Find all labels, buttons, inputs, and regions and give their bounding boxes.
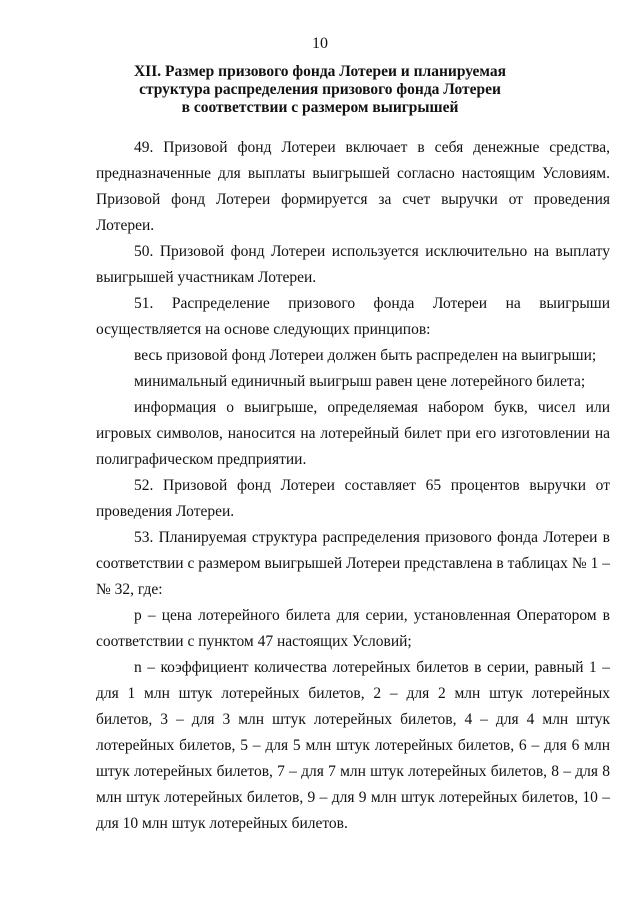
paragraph-53-definition-p: р – цена лотерейного билета для серии, установленная Оператором в соответствии с пунктом 47 настоящих Условий;	[96, 607, 610, 650]
paragraph-51-principle-3: информация о выигрыше, определяемая набором букв, чисел или игровых символов, наносится на лотерейный билет при его изготовлении на полиграфическом предприятии.	[96, 399, 610, 468]
paragraph-49: 49. Призовой фонд Лотереи включает в себя денежные средства, предназначенные для выплаты выигрышей согласно настоящим Условиям. Призовой фонд Лотереи формируется за счет выручки от проведения Лотереи.	[96, 139, 610, 234]
section-heading-line-2: структура распределения призового фонда Лотереи	[139, 81, 501, 98]
section-heading	[90, 63, 550, 117]
section-heading-line-3: в соответствии с размером выигрышей	[181, 99, 459, 116]
paragraph-51-principle-1: весь призовой фонд Лотереи должен быть распределен на выигрыши;	[134, 347, 597, 364]
document-body	[96, 135, 610, 837]
paragraph-52: 52. Призовой фонд Лотереи составляет 65 процентов выручки от проведения Лотереи.	[96, 477, 610, 520]
paragraph-53-definition-n: n – коэффициент количества лотерейных билетов в серии, равный 1 – для 1 млн штук лотерейных билетов, 2 – для 2 млн штук лотерейных билетов, 3 – для 3 млн штук лотерейных билетов, 4 – для 4 млн штук лотерейных билетов, 5 – для 5 млн штук лотерейных билетов, 6 – для 6 млн штук лотерейных билетов, 7 – для 7 млн штук лотерейных билетов, 8 – для 8 млн штук лотерейных билетов, 9 – для 9 млн штук лотерейных билетов, 10 – для 10 млн штук лотерейных билетов.	[96, 659, 610, 832]
section-heading-line-1: XII. Размер призового фонда Лотереи и планируемая	[133, 63, 507, 80]
paragraph-51-principle-2: минимальный единичный выигрыш равен цене лотерейного билета;	[134, 373, 586, 390]
page-number: 10	[312, 35, 328, 52]
paragraph-51: 51. Распределение призового фонда Лотереи на выигрыши осуществляется на основе следующих принципов:	[96, 295, 610, 338]
paragraph-50: 50. Призовой фонд Лотереи используется исключительно на выплату выигрышей участникам Лотереи.	[96, 243, 610, 286]
paragraph-53: 53. Планируемая структура распределения призового фонда Лотереи в соответствии с размером выигрышей Лотереи представлена в таблицах № 1 – № 32, где:	[96, 529, 610, 598]
